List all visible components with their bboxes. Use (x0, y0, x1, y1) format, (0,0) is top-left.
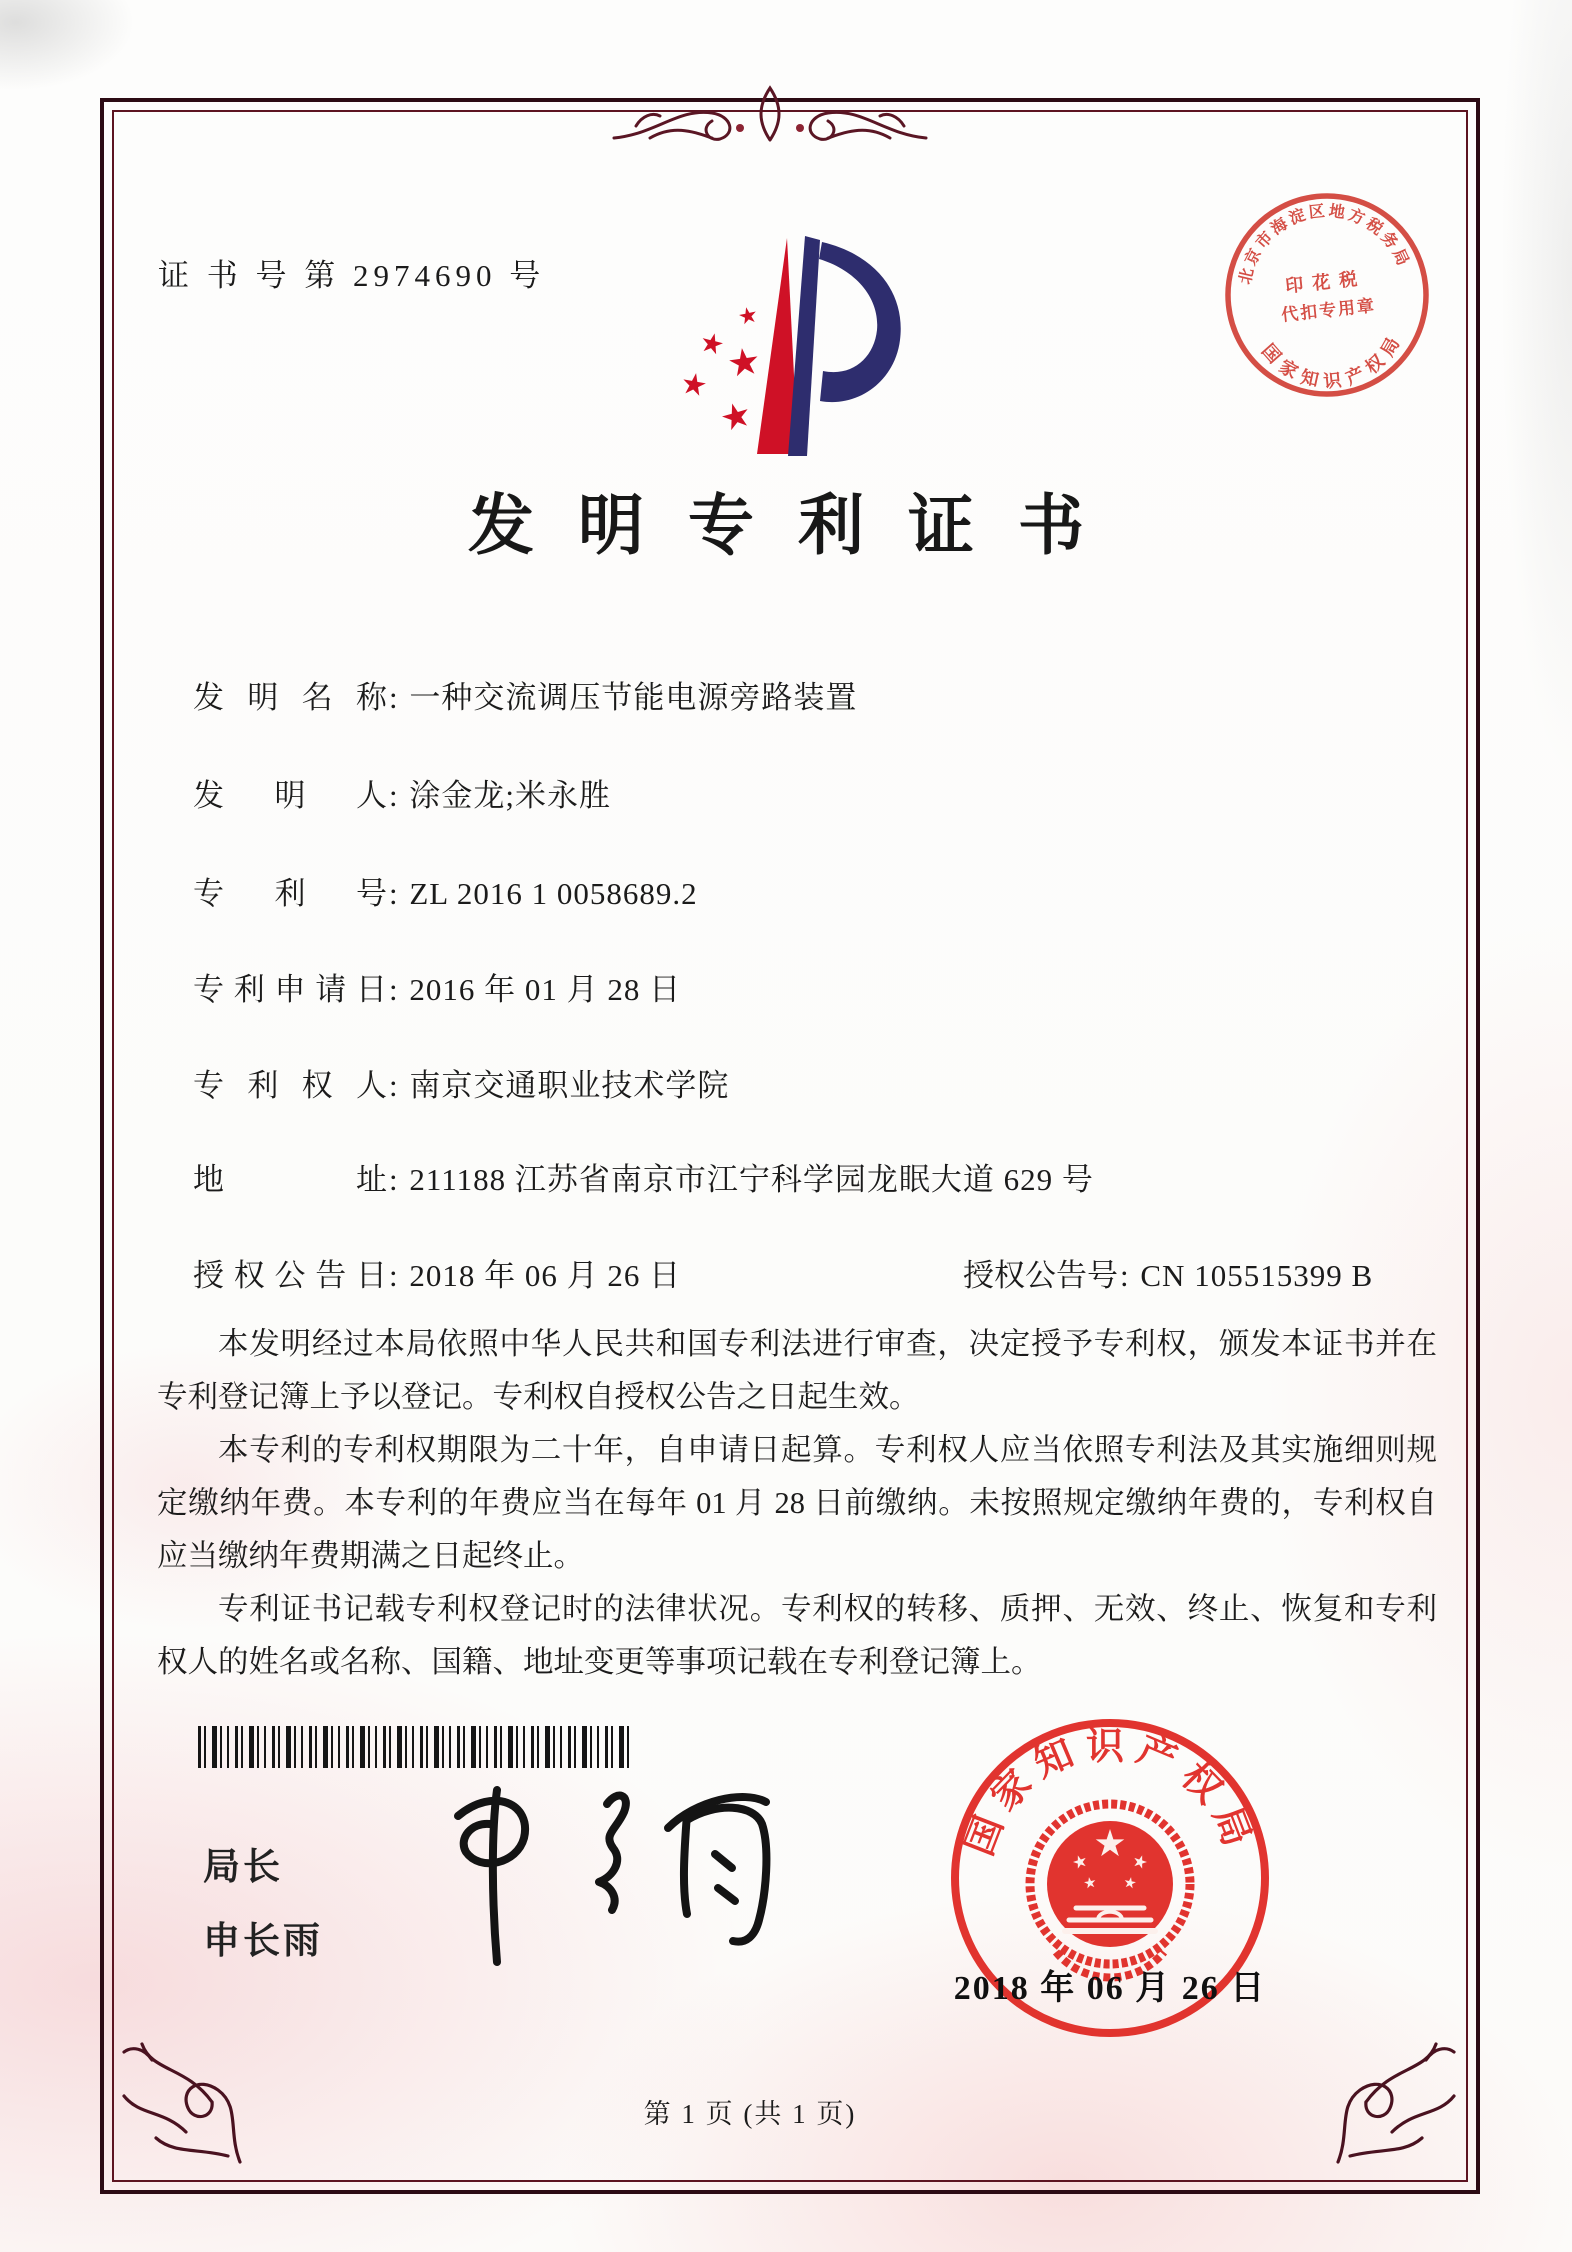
field-value: CN 105515399 B (1140, 1258, 1374, 1293)
body-paragraph-1: 本发明经过本局依照中华人民共和国专利法进行审查，决定授予专利权，颁发本证书并在专利登记簿上予以登记。专利权自授权公告之日起生效。 (157, 1327, 1437, 1415)
legal-text-block (157, 1318, 1437, 1689)
field-colon: : (389, 1258, 398, 1293)
body-paragraph-3: 专利证书记载专利权登记时的法律状况。专利权的转移、质押、无效、终止、恢复和专利权人的姓名或名称、国籍、地址变更等事项记载在专利登记簿上。 (157, 1592, 1437, 1680)
tax-stamp-seal (1209, 177, 1444, 412)
field-colon: : (389, 1162, 398, 1197)
officer-name: 申长雨 (203, 1920, 323, 1961)
cnipa-logo-icon (636, 230, 908, 460)
field-label: 专利权人 (193, 1068, 387, 1103)
field-label: 地址 (193, 1162, 387, 1197)
seal-date: 2018 年 06 月 26 日 (953, 1970, 1267, 2007)
field-label: 发明人 (193, 778, 387, 813)
certificate-title: 发明专利证书 (468, 490, 1128, 563)
field-value: 2016 年 01 月 28 日 (409, 972, 682, 1007)
officer-title: 局长 (203, 1846, 283, 1887)
field-label: 专利号 (193, 876, 387, 911)
field-value: ZL 2016 1 0058689.2 (409, 876, 698, 911)
svg-text:国家知识产权局 (1257, 326, 1412, 398)
tax-stamp-bottom-text: 国家知识产权局 (1257, 328, 1407, 392)
field-colon: : (389, 876, 398, 911)
tax-stamp-top-text: 北京市海淀区地方税务局 (1237, 202, 1413, 287)
field-colon: : (389, 972, 398, 1007)
certificate-number: 证 书 号 第 2974690 号 (158, 258, 546, 293)
page-footer: 第 1 页 (共 1 页) (643, 2099, 857, 2129)
field-row-inventor (193, 770, 611, 815)
field-value: 南京交通职业技术学院 (409, 1068, 730, 1103)
body-paragraph-2: 本专利的专利权期限为二十年，自申请日起算。专利权人应当依照专利法及其实施细则规定缴纳年费。本专利的年费应当在每年 01 月 28 日前缴纳。未按照规定缴纳年费的，专利权自应当缴纳年费期满之日起终止。 (157, 1433, 1437, 1574)
field-label: 发明名称 (193, 680, 387, 715)
field-label: 专利申请日 (193, 972, 387, 1007)
field-row-patentee (193, 1060, 729, 1105)
tax-stamp-center-line1: 印花税 (1284, 267, 1367, 297)
field-value: 一种交流调压节能电源旁路装置 (409, 680, 858, 715)
field-colon: : (389, 1068, 398, 1103)
tax-stamp-center-line2: 代扣专用章 (1280, 296, 1377, 325)
field-colon: : (389, 778, 398, 813)
field-colon: : (1120, 1258, 1129, 1293)
field-row-invention-name (193, 672, 857, 717)
field-row-filing-date (193, 964, 681, 1009)
field-value: 211188 江苏省南京市江宁科学园龙眠大道 629 号 (409, 1162, 1094, 1197)
field-grant-number (963, 1250, 1373, 1295)
field-row-patent-number (193, 868, 698, 913)
field-row-grant (193, 1250, 1443, 1295)
field-colon: : (389, 680, 398, 715)
field-label: 授权公告号 (963, 1258, 1118, 1293)
seal-ring-text: 国家知识产权局 (958, 1725, 1262, 1862)
field-value: 涂金龙;米永胜 (409, 778, 611, 813)
field-row-address (193, 1154, 1094, 1199)
signature-handwriting (400, 1762, 830, 2002)
field-label: 授权公告日 (193, 1258, 387, 1293)
field-value: 2018 年 06 月 26 日 (409, 1258, 682, 1293)
